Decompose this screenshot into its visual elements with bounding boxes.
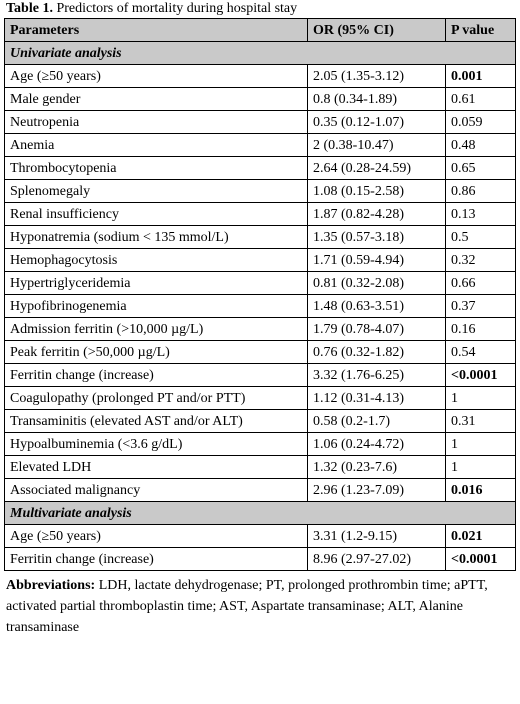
cell-odds-ratio: 2 (0.38-10.47) <box>308 134 446 157</box>
cell-parameter: Hyponatremia (sodium < 135 mmol/L) <box>5 226 308 249</box>
cell-parameter: Peak ferritin (>50,000 µg/L) <box>5 341 308 364</box>
cell-odds-ratio: 1.79 (0.78-4.07) <box>308 318 446 341</box>
cell-parameter: Ferritin change (increase) <box>5 548 308 571</box>
cell-odds-ratio: 1.08 (0.15-2.58) <box>308 180 446 203</box>
cell-odds-ratio: 1.06 (0.24-4.72) <box>308 433 446 456</box>
cell-odds-ratio: 2.05 (1.35-3.12) <box>308 65 446 88</box>
cell-parameter: Associated malignancy <box>5 479 308 502</box>
cell-parameter: Coagulopathy (prolonged PT and/or PTT) <box>5 387 308 410</box>
header-parameters: Parameters <box>5 19 308 42</box>
cell-parameter: Age (≥50 years) <box>5 525 308 548</box>
cell-odds-ratio: 2.96 (1.23-7.09) <box>308 479 446 502</box>
cell-parameter: Hemophagocytosis <box>5 249 308 272</box>
cell-parameter: Male gender <box>5 88 308 111</box>
cell-p-value: 0.65 <box>446 157 516 180</box>
cell-p-value: 0.16 <box>446 318 516 341</box>
caption-label: Table 1. <box>6 1 53 16</box>
cell-odds-ratio: 3.32 (1.76-6.25) <box>308 364 446 387</box>
table-row <box>5 65 516 88</box>
cell-odds-ratio: 2.64 (0.28-24.59) <box>308 157 446 180</box>
cell-p-value: 0.5 <box>446 226 516 249</box>
header-row <box>5 19 516 42</box>
footnote-label: Abbreviations: <box>6 578 96 593</box>
cell-parameter: Renal insufficiency <box>5 203 308 226</box>
cell-parameter: Admission ferritin (>10,000 µg/L) <box>5 318 308 341</box>
table-row <box>5 111 516 134</box>
section-label-multivariate: Multivariate analysis <box>5 502 516 525</box>
cell-parameter: Elevated LDH <box>5 456 308 479</box>
cell-p-value: 0.021 <box>446 525 516 548</box>
cell-parameter: Hypoalbuminemia (<3.6 g/dL) <box>5 433 308 456</box>
cell-p-value: 0.48 <box>446 134 516 157</box>
cell-odds-ratio: 1.71 (0.59-4.94) <box>308 249 446 272</box>
cell-parameter: Transaminitis (elevated AST and/or ALT) <box>5 410 308 433</box>
table-row <box>5 364 516 387</box>
cell-parameter: Hypofibrinogenemia <box>5 295 308 318</box>
cell-p-value: <0.0001 <box>446 364 516 387</box>
section-row-multivariate <box>5 502 516 525</box>
table-row <box>5 456 516 479</box>
table-row <box>5 410 516 433</box>
section-label-univariate: Univariate analysis <box>5 42 516 65</box>
table-caption <box>4 0 516 18</box>
cell-odds-ratio: 3.31 (1.2-9.15) <box>308 525 446 548</box>
table-row <box>5 134 516 157</box>
cell-odds-ratio: 0.58 (0.2-1.7) <box>308 410 446 433</box>
table-row <box>5 433 516 456</box>
cell-p-value: 1 <box>446 456 516 479</box>
cell-p-value: <0.0001 <box>446 548 516 571</box>
table-row <box>5 180 516 203</box>
cell-p-value: 0.61 <box>446 88 516 111</box>
header-or: OR (95% CI) <box>308 19 446 42</box>
table-row <box>5 387 516 410</box>
cell-odds-ratio: 8.96 (2.97-27.02) <box>308 548 446 571</box>
cell-p-value: 0.001 <box>446 65 516 88</box>
table-row <box>5 548 516 571</box>
cell-parameter: Thrombocytopenia <box>5 157 308 180</box>
header-p-value: P value <box>446 19 516 42</box>
cell-odds-ratio: 0.8 (0.34-1.89) <box>308 88 446 111</box>
cell-parameter: Hypertriglyceridemia <box>5 272 308 295</box>
cell-p-value: 0.016 <box>446 479 516 502</box>
table-row <box>5 479 516 502</box>
table-row <box>5 341 516 364</box>
cell-odds-ratio: 1.12 (0.31-4.13) <box>308 387 446 410</box>
cell-odds-ratio: 1.35 (0.57-3.18) <box>308 226 446 249</box>
table-row <box>5 295 516 318</box>
table-row <box>5 226 516 249</box>
cell-p-value: 1 <box>446 387 516 410</box>
cell-parameter: Splenomegaly <box>5 180 308 203</box>
cell-p-value: 0.86 <box>446 180 516 203</box>
table-row <box>5 525 516 548</box>
cell-p-value: 0.66 <box>446 272 516 295</box>
cell-parameter: Neutropenia <box>5 111 308 134</box>
table-row <box>5 157 516 180</box>
cell-odds-ratio: 1.48 (0.63-3.51) <box>308 295 446 318</box>
table-row <box>5 203 516 226</box>
table-row <box>5 88 516 111</box>
footnote-text: LDH, lactate dehydrogenase; PT, prolonged prothrombin time; aPTT, activated partial thromboplastin time; AST, Aspartate transaminase; ALT, Alanine transaminase <box>6 578 488 635</box>
cell-parameter: Ferritin change (increase) <box>5 364 308 387</box>
cell-odds-ratio: 0.76 (0.32-1.82) <box>308 341 446 364</box>
cell-parameter: Age (≥50 years) <box>5 65 308 88</box>
cell-p-value: 0.37 <box>446 295 516 318</box>
caption-text: Predictors of mortality during hospital stay <box>52 1 298 16</box>
cell-p-value: 0.059 <box>446 111 516 134</box>
table-row <box>5 272 516 295</box>
cell-parameter: Anemia <box>5 134 308 157</box>
cell-p-value: 0.13 <box>446 203 516 226</box>
cell-odds-ratio: 1.87 (0.82-4.28) <box>308 203 446 226</box>
cell-odds-ratio: 0.81 (0.32-2.08) <box>308 272 446 295</box>
cell-p-value: 0.54 <box>446 341 516 364</box>
predictors-table <box>4 18 516 571</box>
table-footnote <box>4 575 514 638</box>
cell-p-value: 1 <box>446 433 516 456</box>
cell-p-value: 0.31 <box>446 410 516 433</box>
cell-odds-ratio: 0.35 (0.12-1.07) <box>308 111 446 134</box>
section-row-univariate <box>5 42 516 65</box>
cell-odds-ratio: 1.32 (0.23-7.6) <box>308 456 446 479</box>
table-row <box>5 318 516 341</box>
table-row <box>5 249 516 272</box>
cell-p-value: 0.32 <box>446 249 516 272</box>
